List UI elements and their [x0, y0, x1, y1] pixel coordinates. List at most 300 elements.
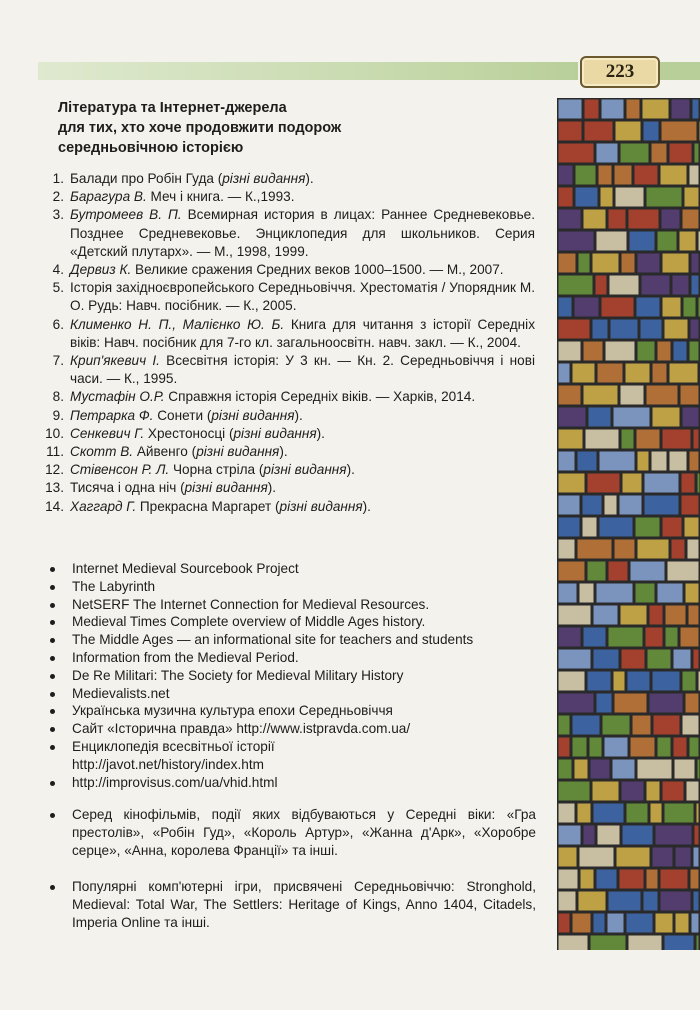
book-item [40, 479, 535, 497]
glass-pane [559, 914, 570, 933]
glass-pane [643, 100, 669, 119]
glass-pane [676, 914, 689, 933]
book-number: 9. [52, 407, 64, 423]
glass-pane [661, 166, 687, 185]
book-number: 14. [45, 498, 64, 514]
glass-pane [597, 870, 617, 889]
glass-pane [559, 628, 581, 647]
glass-pane [605, 496, 617, 515]
films-paragraph: Серед кінофільмів, події яких відбуваються у Середні віки: «Гра престолів», «Робін Гуд», «Король Артур», «Жанна д'Арк», «Хоробре серце», «Анна, королева Франції» та інші. [46, 806, 536, 861]
glass-pane [694, 650, 699, 669]
glass-pane [629, 936, 662, 951]
glass-pane [695, 826, 699, 845]
glass-pane [609, 892, 641, 911]
glass-pane [684, 298, 696, 317]
glass-pane [680, 232, 696, 251]
source-item: Сайт «Історична правда» http://www.istpravda.com.ua/ [46, 720, 536, 738]
glass-pane [559, 276, 593, 295]
book-item [40, 498, 535, 516]
glass-pane [690, 452, 699, 471]
glass-pane [689, 606, 699, 625]
glass-pane [559, 298, 572, 317]
glass-pane [585, 100, 599, 119]
book-number: 12. [45, 462, 64, 478]
source-item: Medieval Times Complete overview of Middle Ages history. [46, 613, 536, 631]
glass-pane [695, 144, 699, 163]
glass-pane [559, 320, 590, 339]
glass-pane [636, 584, 655, 603]
glass-pane [686, 584, 699, 603]
book-edition-note: різні видання [263, 462, 347, 478]
glass-pane [608, 914, 624, 933]
glass-pane [609, 562, 628, 581]
book-title: Айвенго ( [133, 444, 197, 460]
book-tail: ). [267, 480, 277, 496]
glass-pane [630, 232, 655, 251]
glass-pane [620, 870, 644, 889]
page-number: 223 [605, 61, 635, 82]
glass-pane [559, 408, 586, 427]
book-title: Всесвітня історія: У 3 кн. — Кн. 2. Середньовіччя і нові часи. — К., 1995. [70, 353, 535, 387]
glass-pane [606, 342, 635, 361]
book-title: Книга для читання з історії Середніх віків: Навч. посібник для 7-го кл. загальноосвітн. навч. закл. — К., 2004. [70, 316, 535, 350]
book-title: Чорна стріла ( [169, 462, 264, 478]
book-number: 13. [45, 480, 64, 496]
glass-pane [559, 782, 590, 801]
glass-pane [559, 584, 577, 603]
glass-pane [559, 166, 573, 185]
book-number: 10. [45, 425, 64, 441]
book-number: 2. [52, 189, 64, 205]
glass-pane [616, 188, 644, 207]
glass-pane [670, 452, 687, 471]
games-paragraph: Популярні комп'ютерні ігри, присвячені Середньовіччю: Stronghold, Medieval: Total War, The Settlers: Heritage of Kings, Anno 1404, Citadels, Imperia Online та інші. [46, 878, 536, 933]
glass-pane [583, 518, 597, 537]
book-title: Тисяча і одна ніч ( [70, 480, 185, 496]
glass-pane [622, 650, 645, 669]
glass-pane [580, 848, 614, 867]
glass-pane [642, 276, 670, 295]
glass-pane [666, 628, 678, 647]
glass-pane [682, 474, 695, 493]
book-title: Великие сражения Средних веков 1000–1500. — М., 2007. [131, 262, 504, 278]
glass-pane [636, 518, 660, 537]
glass-pane [685, 188, 699, 207]
glass-pane [645, 496, 679, 515]
internet-sources-list [46, 560, 536, 791]
header-band-tail [660, 62, 700, 80]
glass-pane [559, 144, 594, 163]
glass-pane [597, 232, 627, 251]
book-author: Барагура В. [70, 189, 147, 205]
book-edition-note: різні видання [279, 498, 363, 514]
glass-pane [594, 606, 618, 625]
glass-pane [638, 342, 655, 361]
glass-pane [656, 914, 673, 933]
source-item: Medievalists.net [46, 685, 536, 703]
glass-pane [559, 804, 575, 823]
book-title: Всемирная история в лицах: Раннее Средневековье. Позднее Средневековье. Энциклопедия для школьников. Серия «Детский плутарх». — М., 1998, 1999. [70, 207, 535, 259]
glass-pane [644, 122, 659, 141]
glass-pane [674, 738, 687, 757]
glass-pane [573, 738, 587, 757]
glass-pane [622, 782, 644, 801]
glass-pane [584, 628, 606, 647]
glass-pane [662, 210, 680, 229]
glass-pane [559, 936, 588, 951]
glass-pane [638, 452, 649, 471]
book-author: Хаггард Г. [70, 498, 137, 514]
glass-pane [559, 540, 575, 559]
book-text [70, 279, 535, 315]
glass-pane [603, 716, 630, 735]
glass-pane [584, 342, 603, 361]
glass-pane [658, 738, 671, 757]
glass-pane [651, 804, 662, 823]
glass-pane [559, 100, 582, 119]
book-number: 7. [52, 353, 64, 369]
glass-pane [692, 254, 699, 273]
glass-pane [690, 166, 699, 185]
glass-pane [559, 122, 582, 141]
glass-pane [650, 606, 663, 625]
glass-pane [673, 276, 689, 295]
glass-pane [697, 804, 699, 823]
page-number-badge [580, 56, 660, 88]
glass-pane [647, 782, 660, 801]
glass-pane [623, 826, 653, 845]
glass-pane [633, 716, 651, 735]
book-item [40, 352, 535, 388]
glass-pane [591, 936, 626, 951]
book-tail: ). [316, 425, 325, 441]
book-edition-note: різні видання [184, 480, 268, 496]
glass-pane [559, 760, 572, 779]
stained-glass-icon [557, 98, 700, 950]
glass-pane [698, 474, 700, 493]
glass-pane [559, 188, 573, 207]
glass-pane [615, 540, 635, 559]
glass-pane [698, 760, 700, 779]
glass-pane [576, 166, 596, 185]
book-item [40, 206, 535, 261]
glass-pane [652, 452, 667, 471]
glass-pane [590, 738, 602, 757]
glass-pane [658, 232, 677, 251]
book-title: Хрестоносці ( [144, 425, 234, 441]
glass-pane [663, 518, 682, 537]
book-item [40, 425, 535, 443]
glass-pane [559, 738, 570, 757]
stained-glass-illustration [557, 98, 700, 950]
book-author: Петрарка Ф. [70, 407, 154, 423]
book-text [70, 261, 535, 279]
glass-pane [594, 804, 624, 823]
glass-pane [654, 716, 680, 735]
glass-pane [578, 540, 612, 559]
book-item [40, 188, 535, 206]
glass-pane [676, 848, 691, 867]
book-edition-note: різні видання [222, 171, 306, 186]
glass-pane [694, 892, 699, 911]
glass-pane [631, 738, 655, 757]
glass-pane [665, 320, 688, 339]
glass-pane [578, 804, 591, 823]
glass-pane [665, 804, 694, 823]
glass-pane [668, 562, 699, 581]
book-item [40, 407, 535, 425]
book-text [70, 443, 535, 461]
book-text [70, 407, 535, 425]
glass-pane [597, 694, 612, 713]
section-heading [58, 98, 418, 158]
glass-pane [559, 826, 581, 845]
glass-pane [646, 628, 663, 647]
book-item [40, 461, 535, 479]
glass-pane [593, 320, 608, 339]
glass-pane [599, 166, 612, 185]
glass-pane [584, 210, 606, 229]
book-text [70, 206, 535, 261]
book-tail: ). [305, 171, 314, 186]
glass-pane [597, 144, 618, 163]
glass-pane [638, 540, 669, 559]
glass-pane [575, 298, 599, 317]
glass-pane [602, 298, 634, 317]
book-title: Сонети ( [153, 407, 212, 423]
glass-pane [573, 364, 595, 383]
book-title: Історія західноєвропейського Середньовіччя. Хрестоматія / Упорядник М. О. Рудь: Навч. посібник. — К., 2005. [70, 280, 535, 314]
glass-pane [601, 188, 613, 207]
glass-pane [598, 364, 623, 383]
glass-pane [692, 276, 699, 295]
glass-pane [559, 870, 578, 889]
glass-pane [596, 276, 607, 295]
glass-pane [647, 386, 678, 405]
glass-pane [615, 694, 647, 713]
glass-pane [635, 166, 658, 185]
glass-pane [617, 848, 650, 867]
glass-pane [559, 496, 580, 515]
glass-pane [616, 122, 641, 141]
glass-pane [637, 298, 660, 317]
glass-pane [600, 518, 633, 537]
book-number: 11. [46, 444, 64, 460]
glass-pane [656, 826, 692, 845]
book-number: 1. [52, 171, 64, 186]
glass-pane [661, 892, 691, 911]
book-author: Мустафін О.Р. [70, 389, 165, 405]
glass-pane [605, 738, 628, 757]
heading-line-1: Література та Інтернет-джерела [58, 100, 287, 116]
glass-pane [559, 518, 580, 537]
source-item: Українська музична культура епохи Середньовіччя [46, 702, 536, 720]
book-text [70, 352, 535, 388]
glass-pane [593, 254, 619, 273]
source-item: http://improvisus.com/ua/vhid.html [46, 774, 536, 792]
glass-pane [591, 760, 610, 779]
book-text [70, 425, 535, 443]
glass-pane [647, 870, 658, 889]
glass-pane [559, 606, 591, 625]
glass-pane [559, 474, 585, 493]
glass-pane [661, 870, 688, 889]
source-item: De Re Militari: The Society for Medieval Military History [46, 667, 536, 685]
glass-pane [647, 188, 682, 207]
glass-pane [588, 474, 620, 493]
glass-pane [662, 122, 697, 141]
glass-pane [614, 408, 650, 427]
book-number: 8. [52, 389, 64, 405]
glass-pane [614, 672, 625, 691]
glass-pane [559, 210, 581, 229]
book-number: 6. [52, 316, 64, 332]
glass-pane [697, 936, 699, 951]
glass-pane [611, 320, 638, 339]
book-author: Скотт В. [70, 444, 134, 460]
book-tail: ). [279, 444, 288, 460]
book-tail: ). [346, 462, 355, 478]
book-author: Клименко Н. П., Малієнко Ю. Б. [70, 316, 285, 332]
glass-pane [691, 870, 699, 889]
glass-pane [626, 364, 650, 383]
source-item: NetSERF The Internet Connection for Medieval Resources. [46, 596, 536, 614]
glass-pane [653, 364, 667, 383]
book-number: 3. [52, 207, 64, 223]
glass-pane [584, 826, 595, 845]
glass-pane [586, 430, 619, 449]
glass-pane [691, 320, 699, 339]
glass-pane [670, 364, 698, 383]
source-item: Information from the Medieval Period. [46, 649, 536, 667]
glass-pane [652, 144, 667, 163]
glass-pane [681, 628, 699, 647]
glass-pane [573, 716, 600, 735]
glass-pane [638, 254, 660, 273]
glass-pane [581, 870, 594, 889]
glass-pane [672, 100, 690, 119]
glass-pane [683, 672, 696, 691]
glass-pane [559, 254, 576, 273]
glass-pane [675, 760, 695, 779]
glass-pane [575, 760, 588, 779]
glass-pane [628, 672, 650, 691]
glass-pane [609, 210, 626, 229]
glass-pane [648, 650, 671, 669]
book-edition-note: різні видання [233, 425, 317, 441]
book-text [70, 388, 535, 406]
glass-pane [663, 298, 681, 317]
glass-pane [613, 760, 635, 779]
glass-pane [621, 606, 647, 625]
glass-pane [653, 672, 680, 691]
source-item: The Labyrinth [46, 578, 536, 596]
glass-pane [559, 430, 583, 449]
book-text [70, 188, 535, 206]
glass-pane [559, 342, 581, 361]
glass-pane [644, 892, 658, 911]
source-item: The Middle Ages — an informational site for teachers and students [46, 631, 536, 649]
glass-pane [559, 452, 575, 471]
glass-pane [658, 584, 683, 603]
glass-pane [658, 342, 671, 361]
glass-pane [602, 100, 624, 119]
glass-pane [579, 254, 590, 273]
glass-pane [594, 914, 605, 933]
glass-pane [653, 408, 680, 427]
glass-pane [583, 496, 602, 515]
glass-pane [559, 848, 577, 867]
glass-pane [573, 914, 591, 933]
book-text [70, 498, 535, 516]
book-text [70, 479, 535, 497]
glass-pane [627, 100, 640, 119]
heading-line-3: середньовічною історією [58, 140, 244, 156]
glass-pane [559, 364, 570, 383]
glass-pane [580, 584, 594, 603]
book-item [40, 388, 535, 406]
glass-pane [685, 518, 699, 537]
book-edition-note: різні видання [196, 444, 280, 460]
glass-pane [610, 276, 639, 295]
glass-pane [694, 848, 699, 867]
header-band [38, 62, 578, 80]
glass-pane [598, 826, 620, 845]
glass-pane [621, 386, 644, 405]
glass-pane [559, 562, 585, 581]
glass-pane [690, 342, 699, 361]
glass-pane [693, 100, 699, 119]
book-title: Прекрасна Маргарет ( [136, 498, 280, 514]
glass-pane [559, 232, 594, 251]
glass-pane [585, 122, 613, 141]
glass-pane [683, 210, 699, 229]
glass-pane [620, 496, 642, 515]
book-item [40, 261, 535, 279]
book-author: Дервиз К. [70, 262, 132, 278]
glass-pane [594, 650, 619, 669]
glass-pane [559, 892, 576, 911]
book-item [40, 316, 535, 352]
glass-pane [665, 936, 694, 951]
book-text [70, 461, 535, 479]
glass-pane [663, 254, 689, 273]
glass-pane [609, 628, 643, 647]
glass-pane [631, 562, 665, 581]
book-tail: ). [362, 498, 371, 514]
glass-pane [622, 254, 635, 273]
glass-pane [694, 430, 699, 449]
glass-pane [674, 342, 687, 361]
glass-pane [674, 650, 691, 669]
glass-pane [638, 760, 672, 779]
glass-pane [623, 474, 642, 493]
source-item: Енциклопедія всесвітньої історії http://javot.net/history/index.htm [46, 738, 536, 774]
glass-pane [627, 804, 648, 823]
glass-pane [559, 716, 570, 735]
glass-pane [588, 562, 606, 581]
glass-pane [589, 408, 611, 427]
book-author: Сенкевич Г. [70, 425, 145, 441]
glass-pane [576, 188, 598, 207]
book-item [40, 170, 535, 188]
book-item [40, 443, 535, 461]
glass-pane [593, 782, 619, 801]
glass-pane [622, 430, 634, 449]
glass-pane [663, 782, 684, 801]
glass-pane [683, 716, 699, 735]
glass-pane [666, 606, 686, 625]
